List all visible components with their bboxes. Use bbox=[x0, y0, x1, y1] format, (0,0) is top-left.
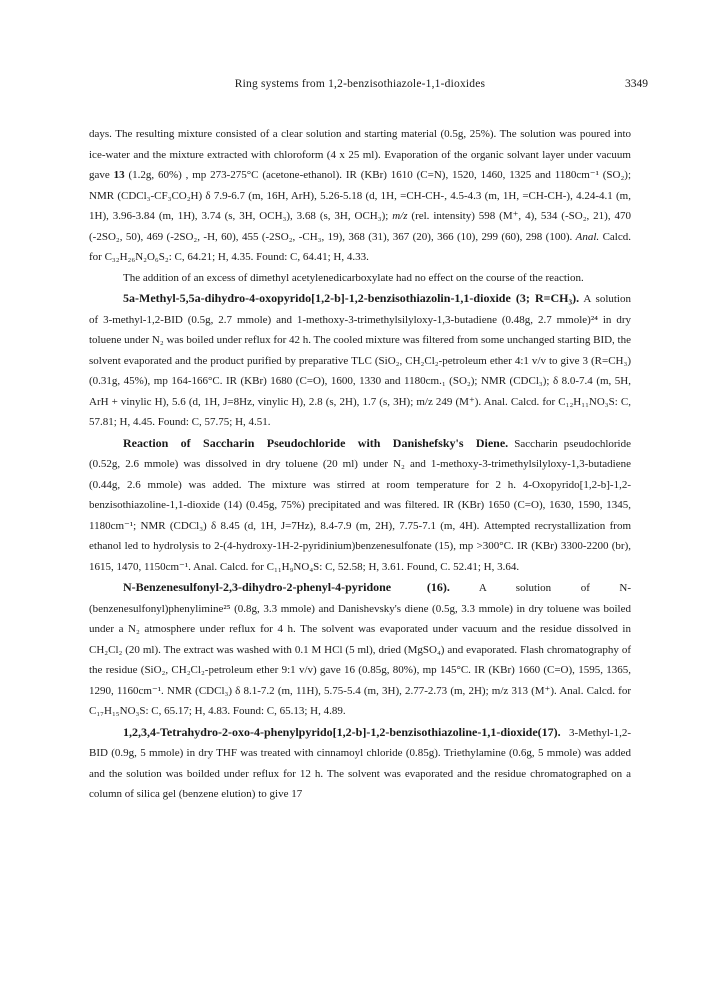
article-body bbox=[89, 124, 631, 805]
paragraph-compound-16 bbox=[89, 577, 631, 722]
text-segment: Saccharin pseudochloride (0.52g, 2.6 mmole) was dissolved in dry toluene (20 ml) under N₂ and 1-methoxy-3-trimethylsilyloxy-1,3-butadiene (0.44g, 2.6 mmole) was added. The mixture was stirred at room temperature for 2 h. 4-Oxopyrido[1,2-b]-1,2-benzisothiazoline-1,1-dioxide (14) (0.45g, 75%) precipitated and was filtered. IR (KBr) 1650 (C=O), 1630, 1590, 1345, 1180cm⁻¹; NMR (CDCl₃) δ 8.45 (d, 1H, J=7Hz), 8.4-7.9 (m, 2H), 7.75-7.1 (m, 4H). Attempted recrystallization from ethanol led to hydrolysis to 2-(4-hydroxy-1H-2-pyridinium)benzenesulfonate (15), mp >300°C. IR (KBr) 3300-2200 (br), 1615, 1470, 1150cm⁻¹. Anal. Calcd. for C₁₁H₉NO₄S: C, 52.58; H, 3.61. Found, C. 52.41; H, 3.64. bbox=[89, 437, 631, 573]
paragraph-dmad-note: The addition of an excess of dimethyl acetylenedicarboxylate had no effect on the course of the reaction. bbox=[123, 271, 584, 284]
text-segment: days. The resulting mixture consisted of a clear solution and starting material (0.5g, 25%). The solution was poured into ice-water and the mixture extracted with chloroform (4 x 25 ml). Evaporation of the organic solvant layer under vacuum gave bbox=[89, 128, 631, 181]
running-title: Ring systems from 1,2-benzisothiazole-1,1-dioxides bbox=[234, 78, 486, 90]
section-heading-danishefsky: Reaction of Saccharin Pseudochloride with Danishefsky's Diene. bbox=[123, 435, 509, 450]
paragraph-compound-13 bbox=[89, 124, 631, 268]
paragraph-compound-3 bbox=[89, 288, 631, 433]
text-segment: (1.2g, 60%) , mp 273-275°C (acetone-ethanol). IR (KBr) 1610 (C=N), 1520, 1460, 1325 and 1180cm⁻¹ (SO₂); NMR (CDCl₃-CF₃CO₂H) δ 7.9-6.7 (m, 16H, ArH), 5.26-5.18 (d, 1H, =CH-CH-, 4.5-4.3 (m, 1H, =CH-CH-), 4.24-4.1 (m, 1H), 3.96-3.84 (m, 1H), 3.74 (s, 3H, OCH₃), 3.68 (s, 3H, OCH₃); bbox=[89, 169, 631, 222]
paragraph-compound-17 bbox=[89, 722, 631, 805]
running-header bbox=[0, 78, 720, 96]
text-segment: A solution of 3-methyl-1,2-BID (0.5g, 2.7 mmole) and 1-methoxy-3-trimethylsilyloxy-1,3-butadiene (0.48g, 2.7 mmole)²⁴ in dry toluene under N₂ was boiled under reflux for 42 h. The cooled mixture was filtered from some unchanged starting BID, the solvent evaporated and the product purified by preparative TLC (SiO₂, CH₂Cl₂-petroleum ether 4:1 v/v to give 3 (R=CH₃) (0.31g, 45%), mp 164-166°C. IR (KBr) 1680 (C=O), 1600, 1330 and 1180cm.₁ (SO₂); NMR (CDCl₃); δ 8.0-7.4 (m, 5H, ArH + vinylic H), 5.6 (d, 1H, J=8Hz, vinylic H), 2.8 (s, 2H), 1.7 (s, 3H); m/z 249 (M⁺). Anal. Calcd. for C₁₂H₁₁NO₃S: C, 57.81; H, 4.45. Found: C, 57.75; H, 4.51. bbox=[89, 293, 631, 428]
text-segment: 3-Methyl-1,2-BID (0.9g, 5 mmole) in dry THF was treated with cinnamoyl chloride (0.85g). Triethylamine (0.6g, 5 mmole) was added and the solution was boilded under reflux for 12 h. The solvent was evaporated and the residue chromatographed on a column of silica gel (benzene elution) to give 17 bbox=[89, 726, 631, 800]
section-heading-compound-17: 1,2,3,4-Tetrahydro-2-oxo-4-phenylpyrido[1,2-b]-1,2-benzisothiazoline-1,1-dioxide(17). bbox=[123, 724, 561, 739]
italic-term: Anal. bbox=[575, 230, 600, 243]
italic-term: m/z bbox=[392, 210, 408, 222]
text-segment: (rel. intensity) 598 (M⁺, 4), 534 (-SO₂, 21), 470 (-2SO₂, 50), 469 (-2SO₂, -H, 60), 455 (-2SO₂, -CH₃, 19), 368 (31), 367 (20), 366 (10), 299 (60), 298 (100). bbox=[89, 210, 631, 243]
compound-number: 13 bbox=[113, 169, 125, 181]
text-segment: A solution of N-(benzenesulfonyl)phenylimine²⁵ (0.8g, 3.3 mmole) and Danishevsky's diene (0.5g, 3.3 mmole) in dry toluene was boiled under a N₂ atmosphere under reflux for 4 h. The solvent was evaporated under vacuum and the residue dissolved in CH₂Cl₂ (20 ml). The extract was washed with 0.1 M HCl (5 ml), dried (MgSO₄) and evaporated. Flash chromatography of the residue (SiO₂, CH₂Cl₂-petroleum ether 9:1 v/v) gave 16 (0.85g, 80%), mp 145°C. IR (KBr) 1660 (C=O), 1595, 1365, 1290, 1160cm⁻¹. NMR (CDCl₃) δ 8.1-7.2 (m, 11H), 5.75-5.4 (m, 3H), 2.77-2.73 (m, 2H); m/z 313 (M⁺). Anal. Calcd. for C₁₇H₁₅NO₃S: C, 65.17; H, 4.83. Found: C, 65.13; H, 4.89. bbox=[89, 582, 632, 717]
page-number: 3349 bbox=[625, 78, 648, 90]
paragraph-danishefsky-reaction bbox=[89, 433, 631, 578]
text-segment: Calcd. for C₃₂H₂₆N₂O₆S₂: C, 64.21; H, 4.35. Found: C, 64.41; H, 4.33. bbox=[89, 230, 631, 263]
section-heading-compound-3: 5a-Methyl-5,5a-dihydro-4-oxopyrido[1,2-b]-1,2-benzisothiazolin-1,1-dioxide (3; R=CH₃). bbox=[123, 291, 580, 305]
section-heading-compound-16: N-Benzenesulfonyl-2,3-dihydro-2-phenyl-4-pyridone (16). bbox=[123, 580, 450, 594]
